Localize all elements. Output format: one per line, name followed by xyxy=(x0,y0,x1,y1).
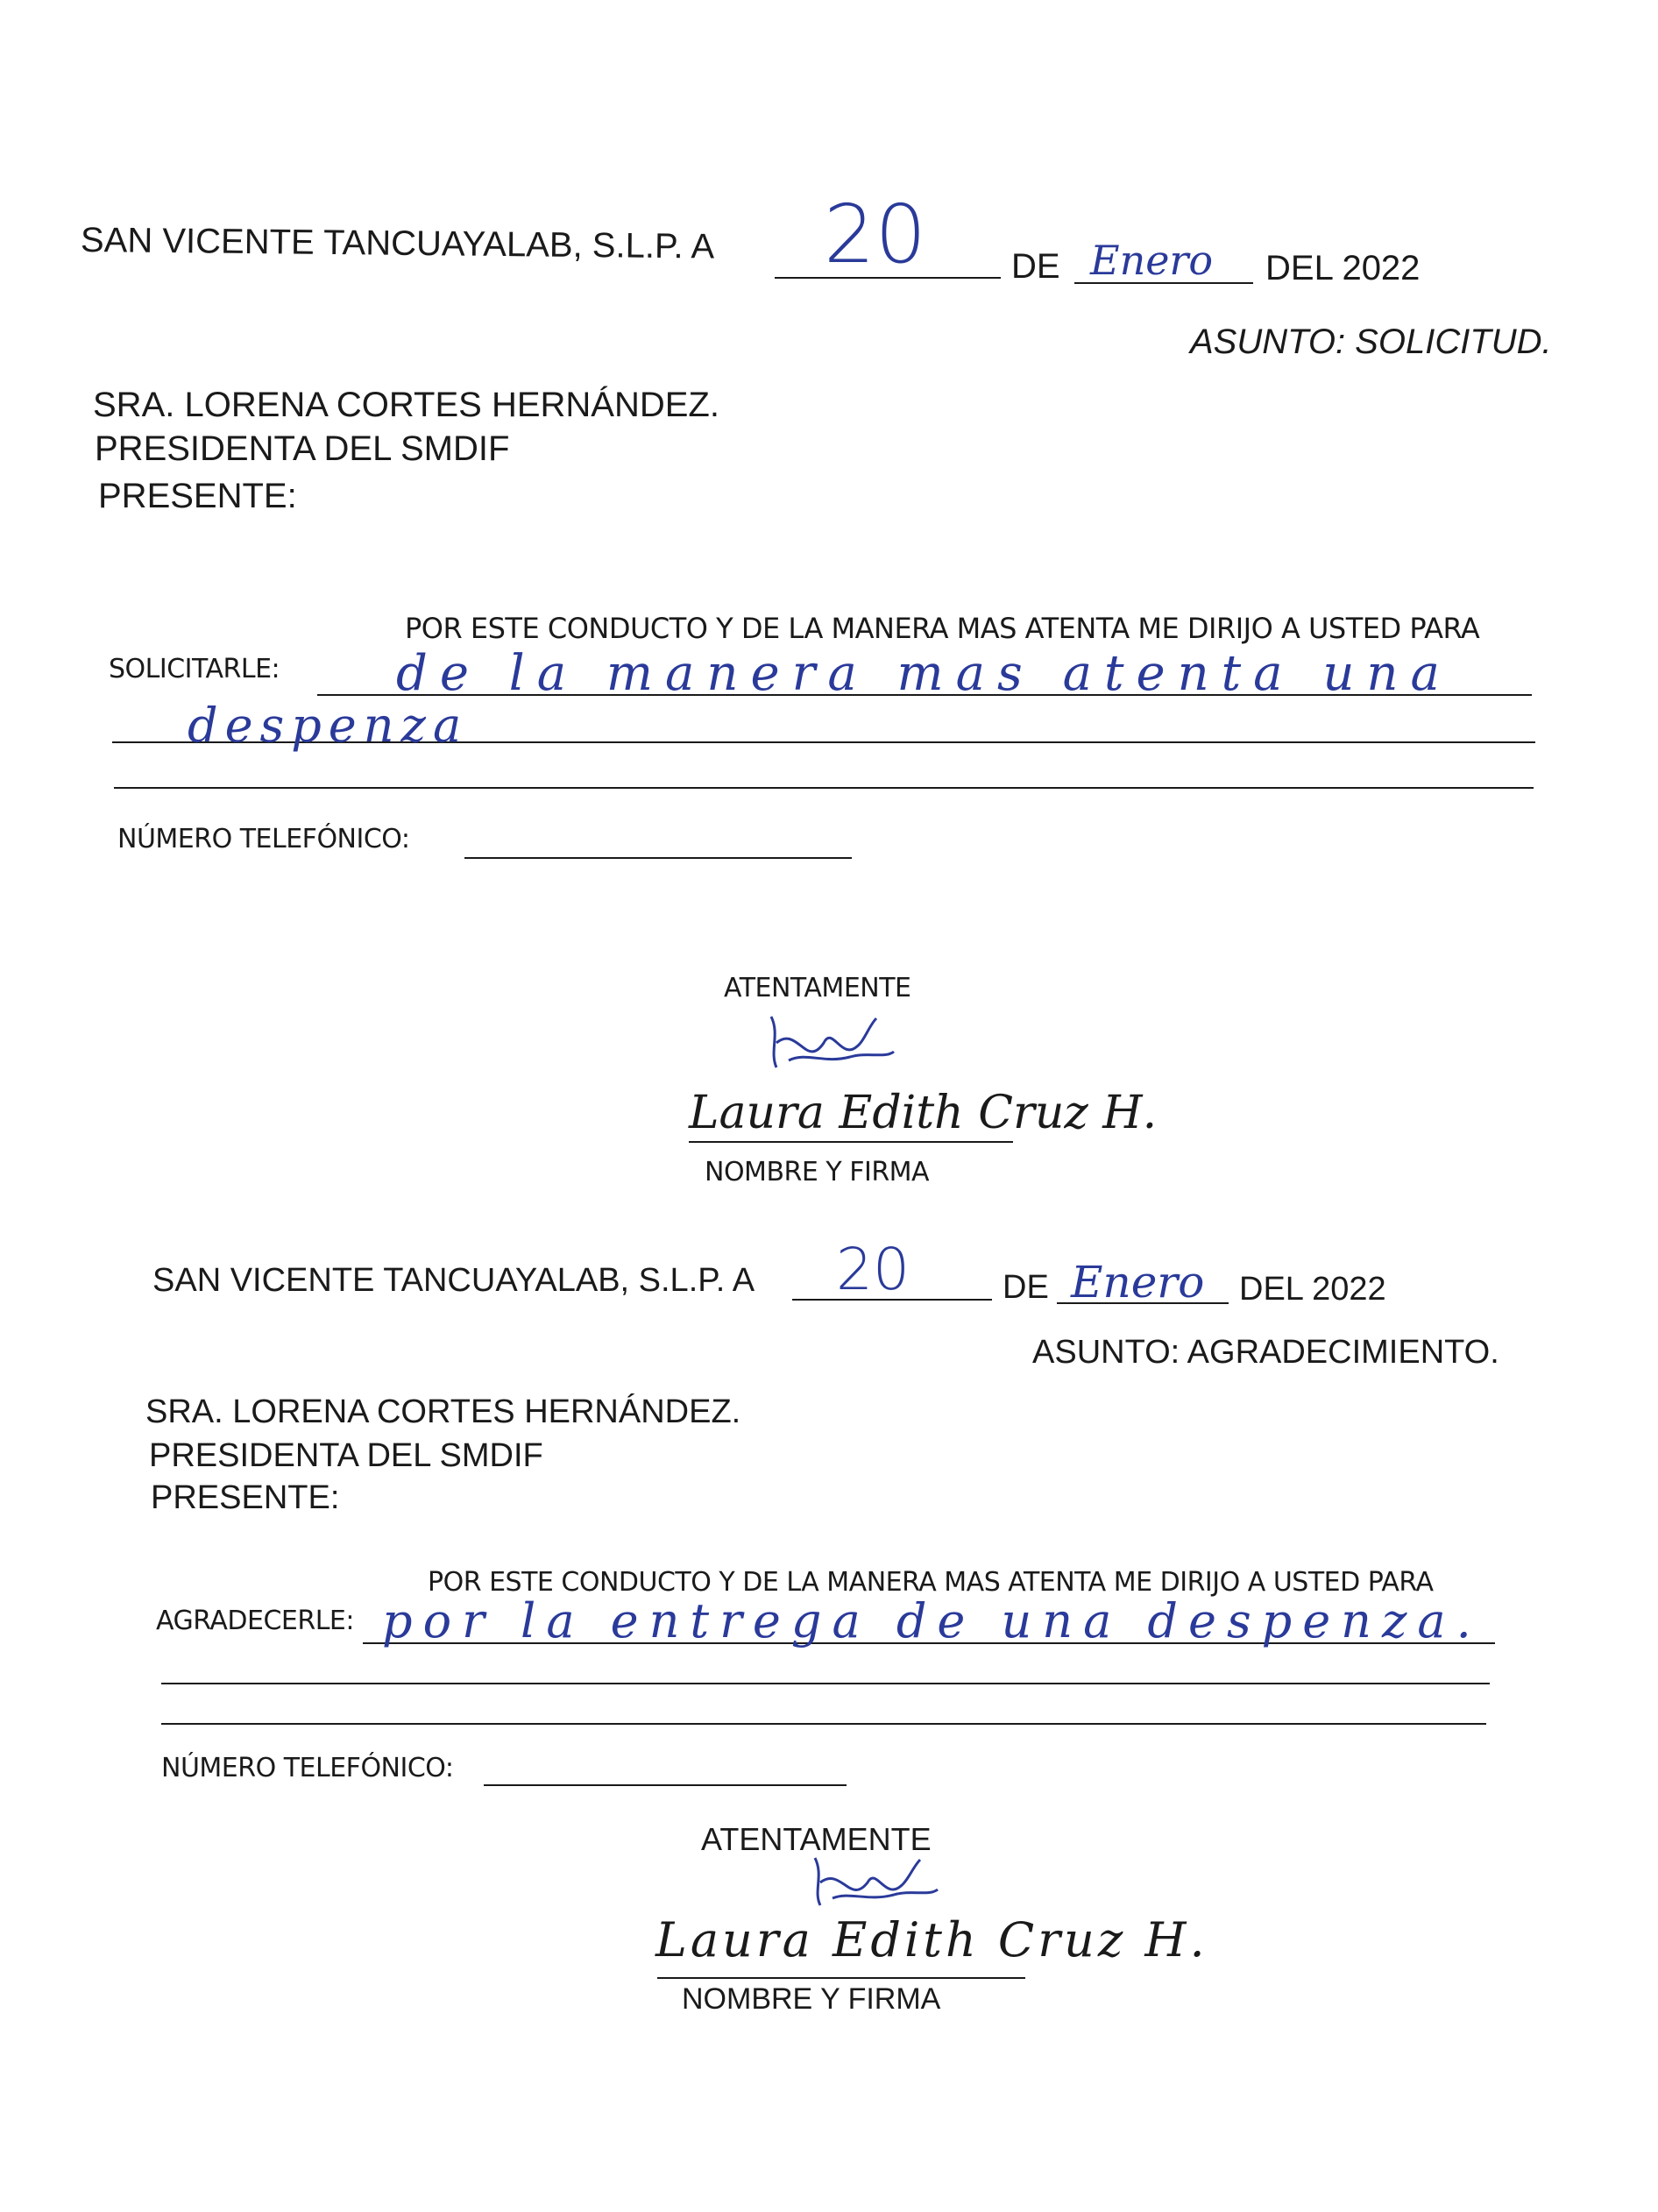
signature-scribble xyxy=(754,1008,903,1078)
signature-line xyxy=(657,1977,1025,1979)
month-handwritten: Enero xyxy=(1090,237,1214,284)
thanks-handwritten-1: por la entrega de una despenza. xyxy=(382,1593,1482,1648)
signature-line xyxy=(689,1141,1013,1143)
thanks-line-2 xyxy=(161,1683,1490,1684)
place-date-prefix: SAN VICENTE TANCUAYALAB, S.L.P. A xyxy=(152,1262,755,1299)
thanks-line-3 xyxy=(161,1723,1486,1725)
recipient-present: PRESENTE: xyxy=(98,477,297,515)
request-label: SOLICITARLE: xyxy=(109,654,280,684)
month-handwritten: Enero xyxy=(1071,1257,1205,1308)
recipient-title: PRESIDENTA DEL SMDIF xyxy=(149,1437,543,1474)
signer-name-handwritten: Laura Edith Cruz H. xyxy=(655,1912,1208,1967)
subject-line: ASUNTO: SOLICITUD. xyxy=(1190,323,1552,361)
phone-label: NÚMERO TELEFÓNICO: xyxy=(161,1753,454,1783)
closing-text: ATENTAMENTE xyxy=(724,973,911,1003)
request-line-3 xyxy=(114,787,1534,789)
subject-line: ASUNTO: AGRADECIMIENTO. xyxy=(1032,1334,1499,1371)
de-label: DE xyxy=(1011,247,1060,286)
year-text: DEL 2022 xyxy=(1239,1271,1386,1308)
intro-text: POR ESTE CONDUCTO Y DE LA MANERA MAS ATENTA ME DIRIJO A USTED PARA xyxy=(405,612,1480,645)
request-handwritten-1: de la manera mas atenta una xyxy=(396,645,1452,702)
signature-scribble xyxy=(797,1851,946,1912)
recipient-name: SRA. LORENA CORTES HERNÁNDEZ. xyxy=(145,1393,741,1430)
phone-label: NÚMERO TELEFÓNICO: xyxy=(117,824,410,854)
signature-label: NOMBRE Y FIRMA xyxy=(682,1982,941,2016)
place-date-prefix: SAN VICENTE TANCUAYALAB, S.L.P. A xyxy=(80,221,715,266)
de-label: DE xyxy=(1003,1269,1049,1306)
closing-text: ATENTAMENTE xyxy=(701,1821,932,1857)
day-handwritten: 20 xyxy=(824,188,927,281)
signer-name-handwritten: Laura Edith Cruz H. xyxy=(689,1087,1158,1139)
year-text: DEL 2022 xyxy=(1265,249,1421,287)
request-handwritten-2: despenza xyxy=(188,698,469,753)
thanks-label: AGRADECERLE: xyxy=(156,1606,354,1636)
recipient-title: PRESIDENTA DEL SMDIF xyxy=(95,429,510,468)
phone-blank-line xyxy=(484,1784,847,1786)
day-handwritten: 20 xyxy=(836,1236,910,1303)
signature-label: NOMBRE Y FIRMA xyxy=(705,1157,930,1188)
phone-blank-line xyxy=(464,857,852,859)
intro-text: POR ESTE CONDUCTO Y DE LA MANERA MAS ATENTA ME DIRIJO A USTED PARA xyxy=(428,1567,1434,1598)
recipient-present: PRESENTE: xyxy=(151,1479,340,1516)
recipient-name: SRA. LORENA CORTES HERNÁNDEZ. xyxy=(93,386,719,424)
